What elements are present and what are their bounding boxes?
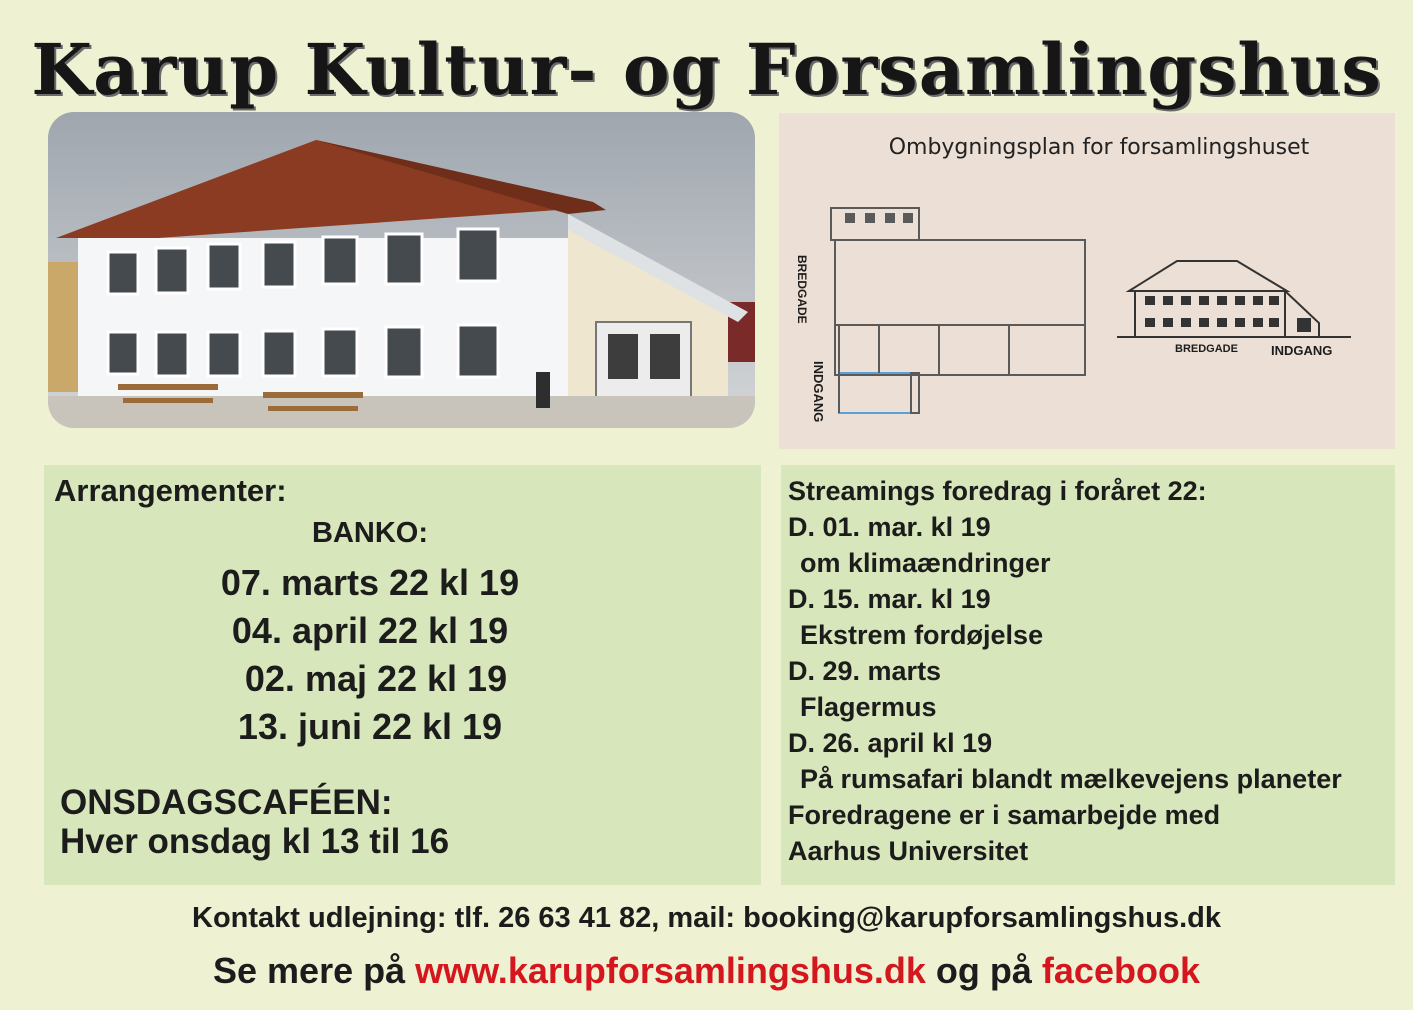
events-heading: Arrangementer: <box>54 473 287 508</box>
contact-line: Kontakt udlejning: tlf. 26 63 41 82, mail: booking@karupforsamlingshus.dk <box>192 902 1221 934</box>
lecture-date: D. 01. mar. kl 19 <box>788 512 991 542</box>
banko-date: 13. juni 22 kl 19 <box>237 706 503 747</box>
partnership-note: Foredragene er i samarbejde med <box>788 800 1221 830</box>
more-info-line <box>0 950 1413 992</box>
page-title: Karup Kultur- og Forsamlingshus <box>31 28 1382 111</box>
website-link[interactable]: www.karupforsamlingshus.dk <box>415 950 926 991</box>
lecture-date: D. 15. mar. kl 19 <box>788 584 991 614</box>
lecture-topic: På rumsafari blandt mælkevejens planeter <box>800 764 1342 794</box>
lecture-topic: Flagermus <box>800 692 937 722</box>
plan-label-bredgade: BREDGADE <box>1175 343 1238 355</box>
cafe-heading: ONSDAGSCAFÉEN: <box>60 783 393 822</box>
cafe-text: Hver onsdag kl 13 til 16 <box>60 822 450 861</box>
building-photo <box>48 112 755 428</box>
streaming-heading: Streamings foredrag i foråret 22: <box>788 476 1207 506</box>
plan-title: Ombygningsplan for forsamlingshuset <box>888 135 1310 160</box>
banko-heading: BANKO: <box>312 517 428 549</box>
more-prefix: Se mere på <box>213 950 416 991</box>
banko-date: 04. april 22 kl 19 <box>231 610 509 651</box>
plan-label-indgang-vertical: INDGANG <box>811 361 826 423</box>
banko-date: 07. marts 22 kl 19 <box>220 562 520 603</box>
plan-label-indgang: INDGANG <box>1271 343 1333 358</box>
floor-plan <box>779 113 1395 449</box>
plan-label-bredgade-vertical: BREDGADE <box>795 255 809 324</box>
lecture-date: D. 29. marts <box>788 656 942 686</box>
streaming-panel <box>781 465 1395 885</box>
banko-date: 02. maj 22 kl 19 <box>244 658 508 699</box>
lecture-date: D. 26. april kl 19 <box>788 728 993 758</box>
partner-name: Aarhus Universitet <box>788 836 1029 866</box>
lecture-topic: Ekstrem fordøjelse <box>800 620 1044 650</box>
more-middle: og på <box>925 950 1042 991</box>
events-panel <box>44 465 761 885</box>
facebook-link[interactable]: facebook <box>1041 950 1200 991</box>
lecture-topic: om klimaændringer <box>800 548 1051 578</box>
